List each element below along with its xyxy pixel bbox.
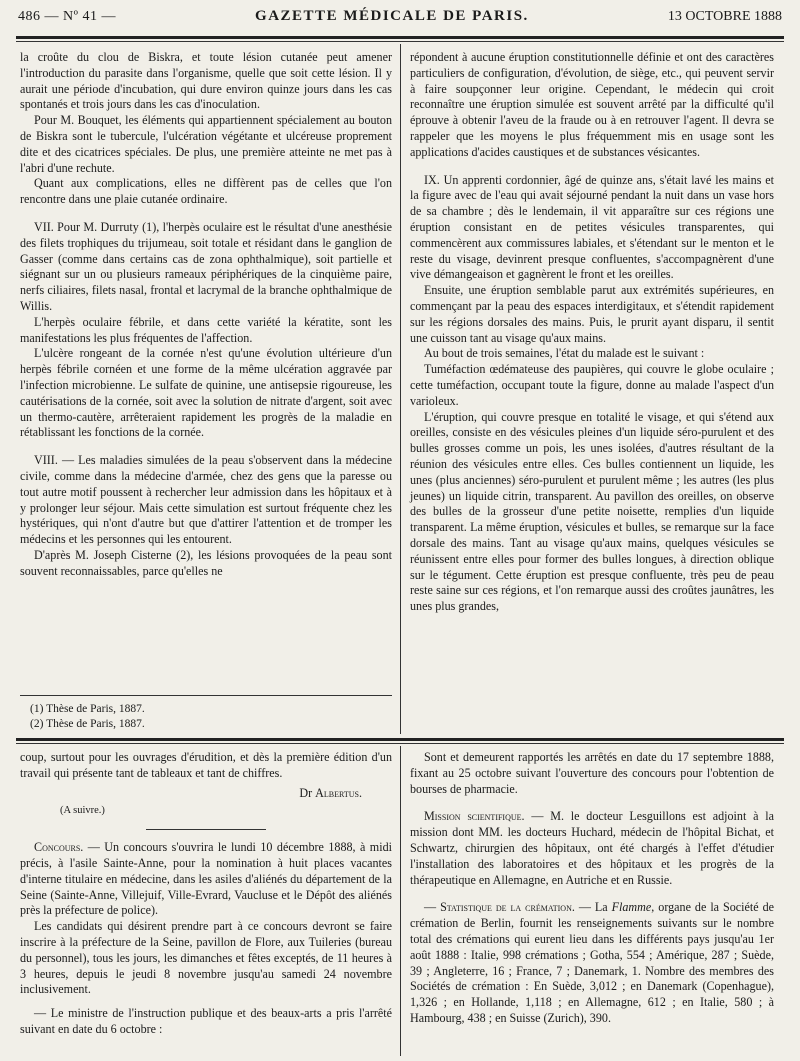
section-rule-thin — [16, 743, 784, 744]
footnote-1: (1) Thèse de Paris, 1887. — [30, 703, 145, 715]
mission-text: — M. le docteur Lesguillons est adjoint à la mission dont MM. les docteurs Huchard, médecin de l'hôpital Bichat, et Schwartz, chirurgien des hôpitaux, ont été chargés à l'effet d'étudier l'installation des laboratoires et des hôpitaux et les progrès de la thérapeutique en Allemagne, en Autriche et en Russie. — [410, 809, 774, 887]
paragraph: Sont et demeurent rapportés les arrêtés en date du 17 septembre 1888, fixant au 25 octobre suivant l'ouverture des concours pour l'obtention de bourses de pharmacie. — [410, 750, 774, 796]
concours-text: — Un concours s'ouvrira le lundi 10 décembre 1888, à midi précis, à l'asile Sainte-Anne, pour la nomination à huit places vacantes d'interne titulaire en médecine, dans les asiles d'aliénés du département de la Seine (Sainte-Anne, Villejuif, Ville-Evrard, Vaucluse et le Dépôt des aliénés près la préfecture de police). — [20, 840, 392, 918]
signature — [20, 786, 392, 802]
page-header — [18, 8, 782, 34]
signature-name: Albertus. — [315, 785, 362, 800]
footnote-2: (2) Thèse de Paris, 1887. — [30, 718, 145, 730]
paragraph: la croûte du clou de Biskra, et toute lésion cutanée peut amener l'introduction du parasite dans l'organisme, quelle que soit cette lésion. Il y aurait une période d'incubation, qui dure environ quinze jours dans les cas spontanés et trois jours dans les cas d'inoculation. — [20, 50, 392, 112]
cremation-label: Statistique de la crémation. — [440, 900, 575, 915]
paragraph: coup, surtout pour les ouvrages d'érudition, et dès la première édition d'un travail qui présente tant de tableaux et tant de chiffres. — [20, 750, 392, 780]
paragraph: Les candidats qui désirent prendre part à ce concours devront se faire inscrire à la préfecture de la Seine, pavillon de Flore, aux Tuileries (bureau du personnel), tous les jours, les dimanches et fêtes exceptés, de 11 heures à 3 heures, depuis le jeudi 8 novembre jusqu'au samedi 24 novembre inclusivement. — [20, 919, 392, 997]
footnote-rule — [20, 695, 392, 696]
section-viii: VIII. — Les maladies simulées de la peau s'observent dans la médecine civile, comme dans la médecine d'armée, chez des gens que la paresse ou tout autre motif poussent à rechercher leur admission dans les hôpitaux et à y prolonger leur séjour. Mais cette simulation est surtout fréquente chez les hystériques, qui n'ont d'autre but que d'attirer l'attention et de tromper les médecins et les personnes qui les entourent. — [20, 453, 392, 547]
paragraph: Tuméfaction œdémateuse des paupières, qui couvre le globe oculaire ; cette tuméfaction, occupant toute la figure, donne au malade l'aspect d'un varioleux. — [410, 362, 774, 408]
short-rule — [146, 829, 266, 830]
journal-name: Flamme — [611, 900, 652, 915]
concours-paragraph — [20, 840, 392, 919]
journal-title: GAZETTE MÉDICALE DE PARIS. — [255, 8, 529, 24]
header-rule — [16, 36, 784, 39]
paragraph: Quant aux complications, elles ne diffèrent pas de celles que l'on rencontre dans une plaie cutanée ordinaire. — [20, 176, 392, 207]
to-be-continued: (A suivre.) — [60, 805, 105, 817]
mission-paragraph — [410, 809, 774, 888]
column-divider-lower — [400, 746, 401, 1056]
paragraph: L'éruption, qui couvre presque en totalité le visage, et qui s'étend aux oreilles, consiste en des vésicules pleines d'un liquide séro-purulent et des bulles grosses comme un pois, les unes isolées, d'autres résultant de la réunion des vésicules entre elles. Ces bulles contiennent un liquide, les unes (plus anciennes) séro-purulent et purulent même ; les autres (les plus jeunes) un liquide citrin, transparent. Au pavillon des oreilles, on observe des bulles de la grosseur d'une petite noisette, remplies d'un liquide transparent. La même éruption, vésicules et bulles, se remarque sur la face dorsale des mains. Tant au visage qu'aux mains, quelques vésicules se réunissent entre elles pour former des bulles longues, à direction oblique sur le tégument. Cette éruption est presque confluente, très peu de peau reste saine sur ces régions, et l'on remarque aussi des croûtes jaunâtres, les unes plus grandes, — [410, 409, 774, 614]
header-rule-thin — [16, 41, 784, 42]
signature-prefix: Dr — [299, 785, 316, 800]
paragraph: L'ulcère rongeant de la cornée n'est qu'une évolution ultérieure d'un herpès fébrile cornéen et une forme de la même ulcération aggravée par l'infection microbienne. Le sulfate de quinine, une antisepsie rigoureuse, les cautérisations de la cornée, soit avec la solution de nitrate d'argent, soit avec un thermo-cautère, arrêteraient rapidement les progrès de la maladie en rétablissant les fonctions de la cornée. — [20, 346, 392, 440]
section-vii: VII. Pour M. Durruty (1), l'herpès oculaire est le résultat d'une anesthésie des filets trophiques du trijumeau, soit totale et résidant dans le ganglion de Gasser (comme dans certains cas de zona ophthalmique), soit partielle et siégnant sur un ou plusieurs rameaux périphériques de la cinquième paire, nerfs ciliaires, filets nasal, frontal et lacrymal de la branche ophthalmique de Willis. — [20, 219, 392, 313]
upper-left-column — [20, 50, 392, 580]
paragraph: D'après M. Joseph Cisterne (2), les lésions provoquées de la peau sont souvent reconnaissables, parce qu'elles ne — [20, 547, 392, 578]
section-rule — [16, 738, 784, 741]
lower-right-column — [410, 750, 774, 1027]
cremation-paragraph — [410, 900, 774, 1026]
footnotes — [30, 702, 145, 732]
paragraph: — Le ministre de l'instruction publique et des beaux-arts a pris l'arrêté suivant en date du 6 octobre : — [20, 1006, 392, 1036]
cremation-text-a: — La — [574, 900, 612, 915]
mission-label: Mission scientifique. — [424, 809, 525, 824]
paragraph: L'herpès oculaire fébrile, et dans cette variété la kératite, sont les manifestations les plus fréquentes de l'affection. — [20, 314, 392, 345]
paragraph: répondent à aucune éruption constitutionnelle définie et ont des caractères particuliers de configuration, d'évolution, de siège, etc., qui peuvent servir à faire soupçonner leur origine. Cependant, le médecin qui croit reconnaître une éruption simulée est souvent arrêté par la difficulté qu'il éprouve à obtenir l'aveu de la fraude ou à en retrouver l'agent. Il devra se rappeler que les moyens le plus fréquemment mis en usage sont les applications d'acides caustiques et de substances vésicantes. — [410, 50, 774, 159]
paragraph: Au bout de trois semaines, l'état du malade est le suivant : — [424, 346, 705, 361]
issue-date: 13 OCTOBRE 1888 — [667, 9, 782, 24]
column-divider-upper — [400, 44, 401, 734]
section-ix: IX. Un apprenti cordonnier, âgé de quinze ans, s'était lavé les mains et la figure avec de l'eau qui avait séjourné pendant la nuit dans un vase hors de sa chambre ; dès le lendemain, il vit apparaître sur ces régions une éruption consistant en de petites vésicules transparentes, qui commencèrent aux commissures labiales, et s'étendant sur le menton et le reste du visage, devinrent presque confluentes, s'accompagnèrent d'une vive démangeaison et gagnèrent le front et les oreilles. — [410, 172, 774, 282]
dash: — — [424, 900, 441, 915]
upper-right-column — [410, 50, 774, 615]
paragraph: Pour M. Bouquet, les éléments qui appartiennent spécialement au bouton de Biskra sont le tubercule, l'ulcération végétante et ulcéreuse proprement dite et des cicatrices spéciales. De plus, une première atteinte ne met pas à l'abri d'une rechute. — [20, 113, 392, 175]
concours-label: Concours. — [34, 840, 84, 855]
paragraph: Ensuite, une éruption semblable parut aux extrémités supérieures, en commençant par la peau des espaces interdigitaux, et s'étendit rapidement sur les régions dorsales des mains. Puis, le prurit ayant disparu, il sentit une cuisson tant au visage qu'aux mains. — [410, 283, 774, 345]
cremation-text-b: , organe de la Société de crémation de Berlin, fournit les renseignements suivants sur le nombre total des crémations qui eurent lieu dans les différents pays jusqu'au 1er août 1888 : Italie, 998 crémations ; Gotha, 554 ; Amérique, 287 ; Suède, 39 ; Angleterre, 16 ; France, 7 ; Danemark, 1. Nombre des membres des Sociétés de crémation : En Suède, 3,012 ; en Danemark (Copenhague), 1,326 ; en Hollande, 1,118 ; en Allemagne, 612 ; en Italie, 580 ; à Hambourg, 438 ; en Suisse (Zurich), 390. — [410, 900, 774, 1025]
lower-left-column — [20, 750, 392, 1038]
page-number: 486 — Nº 41 — — [18, 9, 116, 24]
